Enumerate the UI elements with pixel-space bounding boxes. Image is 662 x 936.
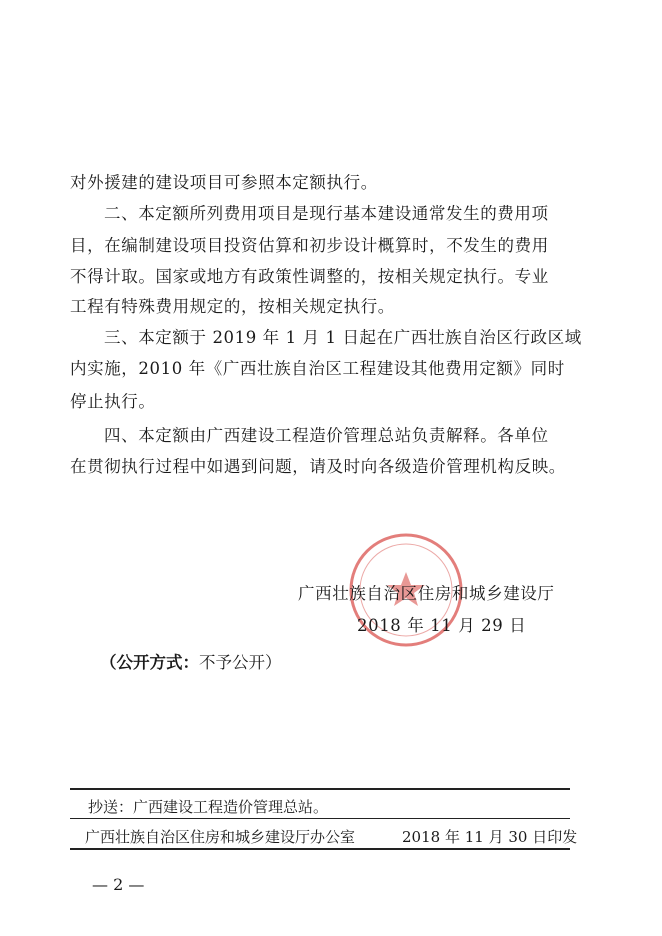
body-line-9: 四、本定额由广西建设工程造价管理总站负责解释。各单位 (104, 426, 549, 445)
issuer-office: 广西壮族自治区住房和城乡建设厅办公室 (85, 828, 356, 846)
signature-date: 2018 年 11 月 29 日 (357, 616, 527, 635)
footer-bottom-rule (70, 848, 570, 850)
disclosure-value: 不予公开） (199, 653, 282, 672)
body-line-3: 目，在编制建设项目投资估算和初步设计概算时，不发生的费用 (70, 236, 549, 255)
body-line-1: 对外援建的建设项目可参照本定额执行。 (70, 173, 378, 192)
body-line-8: 停止执行。 (70, 392, 156, 411)
footer-middle-rule (70, 818, 570, 819)
disclosure-label: （公开方式： (100, 653, 199, 672)
body-line-5: 工程有特殊费用规定的，按相关规定执行。 (70, 297, 395, 316)
footer-top-rule (70, 788, 570, 790)
page-number: — 2 — (92, 875, 145, 894)
issue-date: 2018 年 11 月 30 日印发 (402, 828, 578, 846)
body-line-2: 二、本定额所列费用项目是现行基本建设通常发生的费用项 (104, 204, 549, 223)
body-line-6: 三、本定额于 2019 年 1 月 1 日起在广西壮族自治区行政区域 (104, 328, 582, 347)
body-line-7: 内实施，2010 年《广西壮族自治区工程建设其他费用定额》同时 (70, 359, 565, 378)
body-line-4: 不得计取。国家或地方有政策性调整的，按相关规定执行。专业 (70, 267, 549, 286)
disclosure-method (100, 649, 282, 673)
cc-line: 抄送：广西建设工程造价管理总站。 (88, 798, 329, 816)
body-line-10: 在贯彻执行过程中如遇到问题，请及时向各级造价管理机构反映。 (70, 457, 566, 476)
signature-org: 广西壮族自治区住房和城乡建设厅 (298, 584, 555, 603)
